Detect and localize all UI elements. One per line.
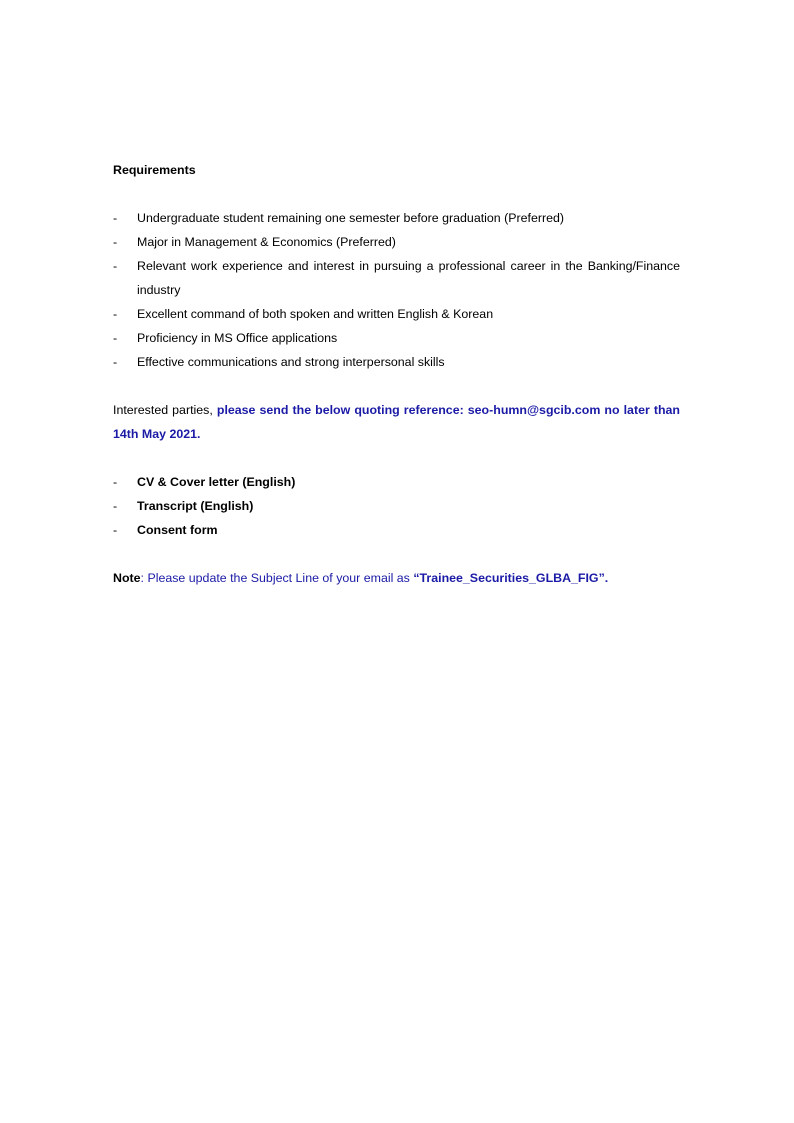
bullet-dash: - [113, 475, 118, 489]
bullet-dash: - [113, 259, 118, 273]
list-item-text: Effective communications and strong interpersonal skills [137, 355, 445, 369]
bullet-dash: - [113, 355, 118, 369]
list-item-text: Relevant work experience and interest in pursuing a professional career in the Banking/Finance industry [137, 259, 680, 297]
document-page [113, 158, 680, 590]
list-item-text: Consent form [137, 523, 218, 537]
list-item [113, 206, 680, 230]
bullet-dash: - [113, 235, 118, 249]
list-item [113, 494, 680, 518]
list-item-text: CV & Cover letter (English) [137, 475, 296, 489]
requirements-list [113, 206, 680, 374]
bullet-dash: - [113, 307, 118, 321]
bullet-dash: - [113, 523, 118, 537]
list-item [113, 254, 680, 302]
documents-list [113, 470, 680, 542]
application-intro: Interested parties, [113, 403, 217, 417]
note-subject: “Trainee_Securities_GLBA_FIG”. [413, 571, 609, 585]
note-paragraph [113, 566, 680, 590]
application-paragraph [113, 398, 680, 446]
list-item-text: Excellent command of both spoken and written English & Korean [137, 307, 494, 321]
list-item [113, 230, 680, 254]
application-instruction: please send the below quoting reference: seo-humn@sgcib.com no later than 14th May 2021. [113, 403, 680, 441]
list-item [113, 518, 680, 542]
note-label: Note [113, 571, 141, 585]
list-item [113, 350, 680, 374]
note-text: Please update the Subject Line of your email as [147, 571, 414, 585]
section-heading: Requirements [113, 163, 196, 177]
list-item-text: Undergraduate student remaining one semester before graduation (Preferred) [137, 211, 565, 225]
list-item [113, 470, 680, 494]
list-item-text: Major in Management & Economics (Preferred) [137, 235, 396, 249]
bullet-dash: - [113, 499, 118, 513]
list-item [113, 326, 680, 350]
list-item [113, 302, 680, 326]
bullet-dash: - [113, 211, 118, 225]
list-item-text: Transcript (English) [137, 499, 254, 513]
note-separator: : [140, 571, 148, 585]
list-item-text: Proficiency in MS Office applications [137, 331, 338, 345]
bullet-dash: - [113, 331, 118, 345]
